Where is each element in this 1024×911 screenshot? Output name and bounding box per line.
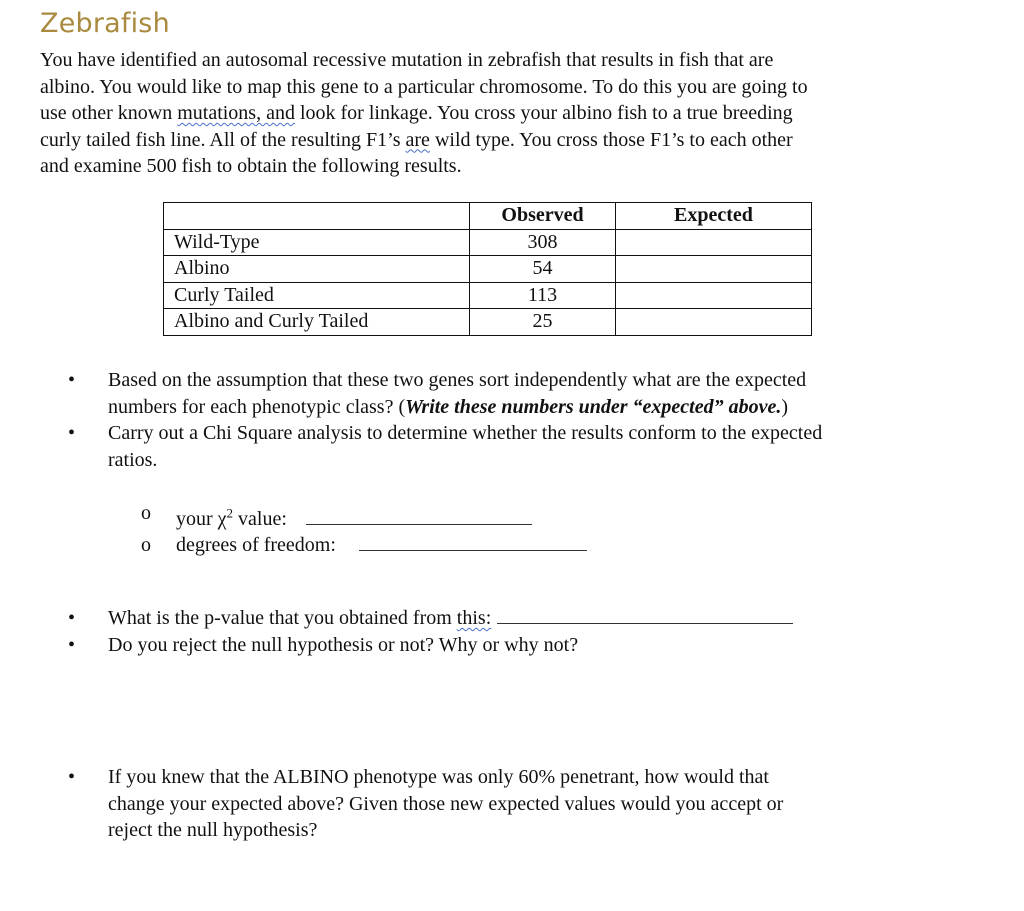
text-span: look for linkage. You cross your albino fish to a true breeding [294,102,793,124]
phenotype-label: Albino and Curly Tailed [164,309,470,336]
p-value-label: What is the p-value that you obtained from [108,607,457,629]
expected-cell[interactable] [616,256,812,283]
chi-square-answer-blank[interactable] [306,508,532,525]
text-span: your χ [176,507,227,530]
text-span: wild type. You cross those F1’s to each other [429,128,793,151]
observed-value: 308 [470,229,616,256]
document-title: Zebrafish [40,8,170,39]
expected-cell[interactable] [616,229,812,256]
intro-line: albino. You would like to map this gene to a particular chromosome. To do this you are going to [40,75,808,98]
text-span: value: [233,507,287,530]
question-line: Do you reject the null hypothesis or not? Why or why not? [108,633,579,656]
question-list-3 [0,764,1024,844]
text-span: numbers for each phenotypic class? ( [108,395,406,418]
table-row [164,229,812,256]
intro-paragraph [40,47,940,180]
question-line: reject the null hypothesis? [108,819,318,841]
list-item [0,367,1024,420]
expected-cell[interactable] [616,309,812,336]
question-list-1 [0,367,1024,473]
table-row [164,309,812,336]
question-line [108,394,1024,421]
list-item [0,605,1024,632]
list-item [0,420,1024,473]
p-value-answer-blank[interactable] [497,607,793,624]
emphasis-text: Write these numbers under “expected” above. [405,395,782,418]
spellcheck-underlined-text: are [405,128,430,151]
table-header-row [164,203,812,230]
bullet-icon: • [68,607,76,629]
bullet-icon: • [68,369,76,391]
intro-line [40,127,940,154]
observed-value: 113 [470,282,616,309]
list-item [0,764,1024,844]
intro-line [40,100,940,127]
answer-sublist [0,500,1024,559]
text-span: curly tailed fish line. All of the resulting F1’s [40,128,406,151]
circle-bullet-icon: o [141,534,151,557]
intro-line: and examine 500 fish to obtain the following results. [40,155,462,177]
chi-square-label [176,505,287,530]
text-span: ) [781,395,789,418]
bullet-icon: • [68,633,76,656]
list-item [0,532,1024,559]
degrees-of-freedom-answer-blank[interactable] [359,534,587,551]
header-observed: Observed [470,203,616,230]
header-cell-blank [164,203,470,230]
expected-cell[interactable] [616,282,812,309]
degrees-of-freedom-label: degrees of freedom: [176,534,336,557]
list-item [0,632,1024,659]
question-line: Based on the assumption that these two genes sort independently what are the expected [108,369,807,391]
table-row [164,256,812,283]
phenotype-label: Albino [164,256,470,283]
observed-value: 25 [470,309,616,336]
list-item [0,500,1024,532]
spellcheck-underlined-text: mutations, and [177,102,295,124]
bullet-icon: • [68,766,76,788]
phenotype-label: Curly Tailed [164,282,470,309]
phenotype-label: Wild-Type [164,229,470,256]
header-expected: Expected [616,203,812,230]
superscript: 2 [226,505,234,520]
table-row [164,282,812,309]
observed-value: 54 [470,256,616,283]
question-line: Carry out a Chi Square analysis to determine whether the results conform to the expected [108,422,823,444]
spellcheck-underlined-text: this: [456,607,492,629]
results-table [163,202,812,336]
question-line: If you knew that the ALBINO phenotype was only 60% penetrant, how would that [108,766,769,788]
circle-bullet-icon: o [141,502,151,524]
intro-line: You have identified an autosomal recessive mutation in zebrafish that results in fish that are [40,49,774,71]
question-list-2 [0,605,1024,658]
text-span: use other known [40,102,178,124]
question-line: ratios. [108,448,158,471]
bullet-icon: • [68,422,76,444]
question-line: change your expected above? Given those new expected values would you accept or [108,792,784,815]
